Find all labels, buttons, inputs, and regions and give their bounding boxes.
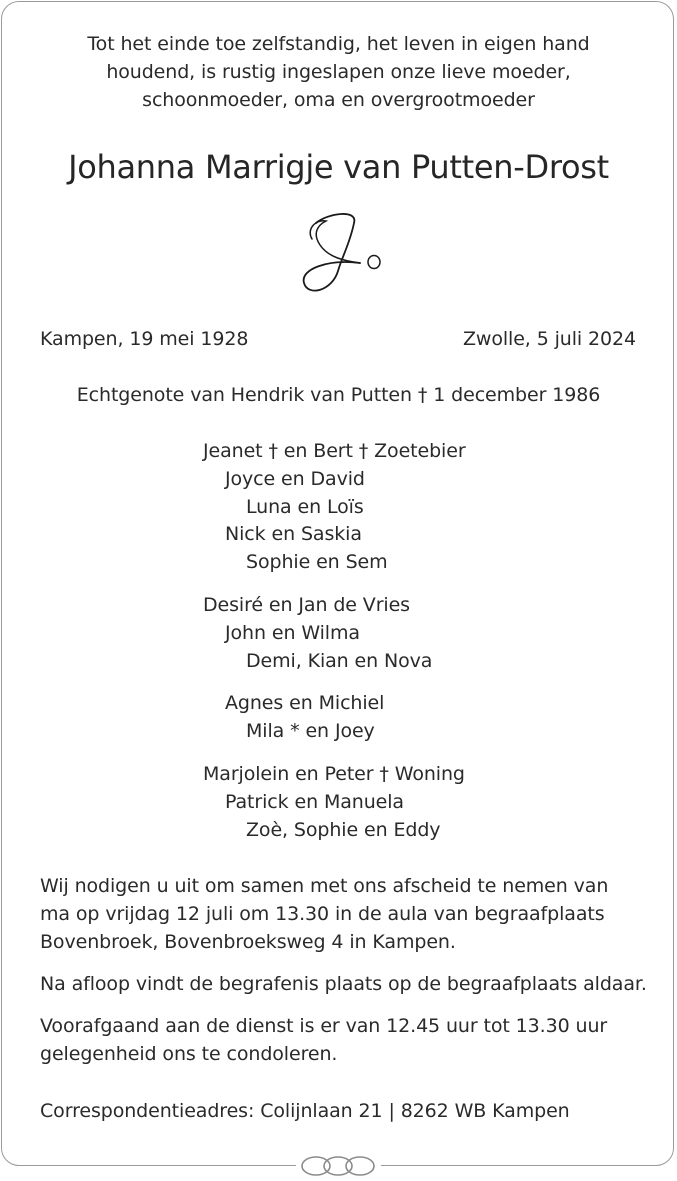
intro-line: schoonmoeder, oma en overgrootmoeder [142,89,535,111]
family-member-level3: Mila * en Joey [246,720,375,742]
family-member-level3: Sophie en Sem [246,551,388,573]
family-member-level2: Patrick en Manuela [225,791,404,813]
deceased-name: Johanna Marrigje van Putten-Drost [68,148,609,186]
intro-text [0,30,677,114]
spouse-line: Echtgenote van Hendrik van Putten † 1 december 1986 [76,384,601,406]
family-member-level2: Nick en Saskia [225,523,362,545]
birth-date: Kampen, 19 mei 1928 [40,328,249,350]
family-member-level1: Marjolein en Peter † Woning [203,763,465,785]
condolence-line: gelegenheid ons te condoleren. [40,1043,338,1065]
ornament-rings [296,1152,381,1180]
family-member-level3: Demi, Kian en Nova [246,650,433,672]
family-member-level2: Agnes en Michiel [225,692,385,714]
correspondence-address: Correspondentieadres: Colijnlaan 21 | 8262 WB Kampen [40,1100,570,1122]
condolence-paragraph [40,1012,607,1068]
invitation-line: Wij nodigen u uit om samen met ons afscheid te nemen van [40,875,609,897]
burial-paragraph: Na afloop vindt de begrafenis plaats op de begraafplaats aldaar. [40,973,647,995]
family-member-level3: Zoè, Sophie en Eddy [246,819,441,841]
family-member-level1: Jeanet † en Bert † Zoetebier [203,440,466,462]
invitation-line: ma op vrijdag 12 juli om 13.30 in de aula van begraafplaats [40,903,605,925]
intro-line: Tot het einde toe zelfstandig, het leven in eigen hand [87,33,590,55]
invitation-line: Bovenbroek, Bovenbroeksweg 4 in Kampen. [40,931,456,953]
family-member-level2: Joyce en David [225,468,365,490]
monogram-jo-signature [298,205,384,299]
invitation-paragraph [40,872,608,956]
death-date: Zwolle, 5 juli 2024 [462,328,636,350]
family-member-level3: Luna en Loïs [246,496,364,518]
intro-line: houdend, is rustig ingeslapen onze lieve moeder, [106,61,571,83]
family-member-level1: Desiré en Jan de Vries [203,594,410,616]
family-member-level2: John en Wilma [225,622,360,644]
condolence-line: Voorafgaand aan de dienst is er van 12.45 uur tot 13.30 uur [40,1015,608,1037]
